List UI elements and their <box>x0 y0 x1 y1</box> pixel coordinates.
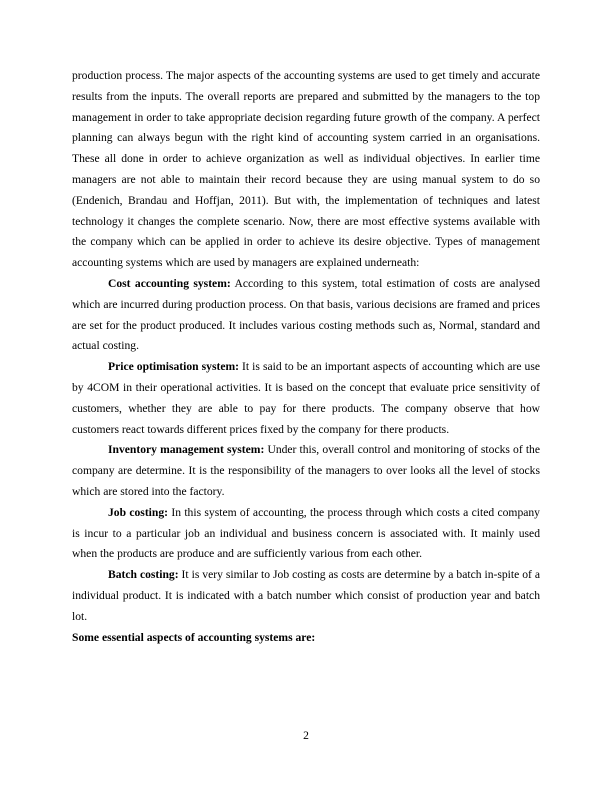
section-price-optimisation <box>72 357 540 440</box>
section-text: According to this system, total estimation of costs are analysed which are incurred during production process. On that basis, various decisions are framed and prices are set for the product produced. It includes various costing methods such as, Normal, standard and actual costing. <box>72 276 540 353</box>
section-job-costing <box>72 503 540 565</box>
closing-heading: Some essential aspects of accounting systems are: <box>72 630 316 644</box>
section-inventory-management <box>72 440 540 502</box>
section-term: Inventory management system: <box>108 443 265 457</box>
section-text: Under this, overall control and monitoring of stocks of the company are determine. It is the responsibility of the managers to over looks all the level of stocks which are stored into the factory. <box>72 443 540 498</box>
page-body <box>72 66 540 648</box>
section-text: It is very similar to Job costing as costs are determine by a batch in-spite of a individual product. It is indicated with a batch number which consist of production year and batch lot. <box>72 568 540 623</box>
section-term: Cost accounting system: <box>108 276 231 290</box>
section-term: Job costing: <box>108 505 169 519</box>
section-batch-costing <box>72 565 540 627</box>
intro-paragraph: production process. The major aspects of the accounting systems are used to get timely and accurate results from the inputs. The overall reports are prepared and submitted by the managers to the top management in order to take appropriate decision regarding future growth of the company. A perfect planning can always begun with the right kind of accounting system carried in an organisations. These all done in order to achieve organization as well as individual objectives. In earlier time managers are not able to maintain their record because they are using manual system to do so (Endenich, Brandau and Hoffjan, 2011). But with, the implementation of techniques and latest technology it changes the complete scenario. Now, there are most effective systems available with the company which can be applied in order to achieve its desire objective. Types of management accounting systems which are used by managers are explained underneath: <box>72 69 540 270</box>
section-text: It is said to be an important aspects of accounting which are use by 4COM in their operational activities. It is based on the concept that evaluate price sensitivity of customers, whether they are able to pay for there products. The company observe that how customers react towards different prices fixed by the company for there products. <box>72 360 540 436</box>
section-text: In this system of accounting, the process through which costs a cited company is incur to a particular job an individual and business concern is associated with. It mainly used when the products are produce and are sufficiently various from each other. <box>72 505 540 561</box>
page-number: 2 <box>303 729 309 742</box>
section-term: Batch costing: <box>108 568 179 582</box>
section-cost-accounting <box>72 274 540 357</box>
section-term: Price optimisation system: <box>108 360 240 374</box>
